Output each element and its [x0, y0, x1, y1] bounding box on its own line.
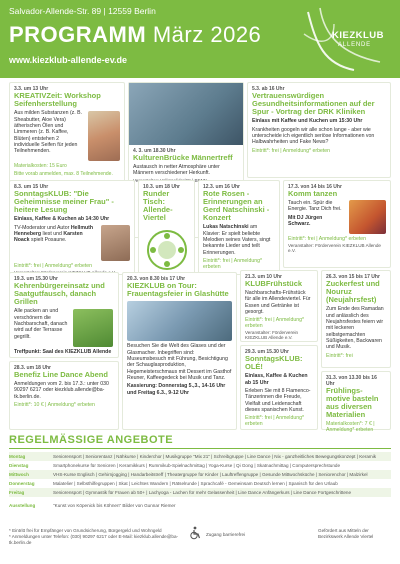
performer-name: Karsten Noack: [14, 230, 83, 244]
funding-note: [318, 528, 394, 540]
regular-offers-title: REGELMÄSSIGE ANGEBOTE: [9, 434, 174, 446]
event-date: 3.3. um 13 Uhr: [14, 86, 49, 92]
regular-row-friday: [9, 488, 391, 497]
offers-list: Seniorensport | Seniorentanz | Nähkurse | Kinderchor | Musikgruppe "Mix 21" | Schreibgruppe | Line Dance | Nix - ganzheitliches Bewegungskonzept | Keramik: [53, 454, 377, 459]
weekday-label: Dienstag: [9, 463, 29, 468]
header-banner: [0, 0, 400, 78]
event-description: Aus milden Substanzen (z. B. Sheabutter, Aloe Vera) ätherischen Ölen und Limmeren (z. B. Kaffee, Blüten) entstehen 2 individuelle Seifen für jeden Teilnehmenden.: [14, 110, 83, 155]
footnote-free-entry: * Eintritt frei für Empfänger von Grundsicherung, Bürgergeld und Wohngeld: [9, 528, 162, 533]
men-meeting-photo: [129, 83, 243, 145]
event-date: 26.3. von 15 bis 17 Uhr: [326, 274, 380, 280]
funding-line: Bezirkswerk Allende Viertel: [318, 534, 374, 540]
event-title: Runder Tisch: Allende-Viertel: [143, 189, 173, 223]
desc-part: TV-Moderator und Autor: [14, 224, 71, 231]
event-title: Benefiz Line Dance Abend: [14, 370, 108, 379]
event-title: Zuckerfest und Nouruz (Neujahrsfest): [326, 279, 380, 305]
author-photo: [101, 225, 130, 261]
funding-line: Gefördert aus Mitteln der: [318, 528, 369, 533]
event-title: KREATIVZeit: Workshop Seifenherstellung: [14, 91, 101, 109]
event-description: Anmeldungen vom 2. bis 17.3.: unter 030 90297 6217 oder kiezklub.allende@ba-tk.berlin.de.: [14, 381, 109, 400]
event-card-breakfast[interactable]: [240, 270, 318, 342]
event-date: 19.3. um 15.30 Uhr: [14, 276, 58, 282]
weekday-label: Mittwoch: [9, 472, 29, 477]
event-date: 4. 3. um 18.30 Uhr: [133, 148, 176, 154]
weekday-label: Donnerstag: [9, 481, 35, 486]
event-organizer: Veranstalter: Förderverein KIEZKLUB Allende e.V.: [288, 243, 381, 254]
glass-photo: [127, 301, 232, 341]
regular-row-wednesday: [9, 470, 391, 479]
event-date: 28.3. um 18 Uhr: [14, 365, 51, 371]
event-date: 10.3. um 18 Uhr: [143, 184, 180, 190]
event-description: Erleben Sie mit 8 Flamenco-Tänzerinnen die Freude, Vielfalt und Leidenschaft dieses spanischen Kunst.: [245, 387, 311, 413]
event-entry: Eintritt*: frei | Anmeldung* erbeten: [203, 258, 263, 271]
event-description: Zum Ende des Ramadan und anlässlich des Neujahrsfestes feiern wir mit leckeren selbstgemachten Süßigkeiten, Backwaren und Musik.: [326, 306, 384, 351]
event-description: Austausch in netter Atmosphäre unter Männern verschiedener Herkunft.: [133, 164, 220, 177]
website-link[interactable]: www.kiezklub-allende-ev.de: [9, 55, 128, 65]
dj-name: Mit DJ Jürgen Schwarz.: [288, 214, 323, 228]
event-title: Komm tanzen: [288, 189, 338, 198]
event-title: Kehrenbürgereinsatz und Saatgutfausch, danach Grillen: [14, 281, 105, 307]
event-title: SonntagsKLUB: OLÉ!: [245, 354, 303, 372]
event-title: KIEZKLUB on Tour: Frauentagsfeier in Glashütte: [127, 281, 229, 299]
event-description: Besuchen Sie die Welt des Glases und der Glasmacher. Inbegriffen sind: Museumsbesuch mit Führung, Besichtigung der Schauglasproduktion, Hegemeisterschmaus mit Dessert im Gasthof Reuner, Kaffeegedeck bei Musik und Tanz.: [127, 343, 232, 381]
event-date: 20.3. von 8.30 bis 17 Uhr: [127, 276, 186, 282]
round-table-logo-icon: [145, 228, 189, 272]
event-entry: Eintritt*: frei | Anmeldung* erbeten: [252, 147, 331, 154]
booking-times: Kassierung: Donnerstag 5.,3., 14-16 Uhr und Freitag 6.3., 9-12 Uhr: [127, 383, 226, 396]
event-entry: Eintritt*: frei | Anmeldung* erbeten: [14, 262, 93, 269]
event-date: 12.3. um 16 Uhr: [203, 184, 240, 190]
event-card-flamenco[interactable]: [240, 345, 318, 430]
performer-name: Hellmuth Henneberg: [14, 224, 94, 237]
weekday-label: Montag: [9, 454, 26, 459]
desc-part: liest und: [41, 230, 64, 237]
event-card-concert[interactable]: [198, 180, 280, 275]
regular-row-monday: [9, 452, 391, 461]
desc-part: am Klavier: Er spielt beliebte Melodien seines Vaters, singt bekannte Lieder und teilt Erinnerungen.: [203, 224, 271, 256]
desc-part: spielt Posaune.: [29, 237, 67, 244]
footnote-registration: * Anmeldungen unter Telefon: (030) 90297 6217 oder E-Mail: kiezklub.allende@ba-tk.berlin.de: [9, 534, 179, 546]
event-entry: Eintritt*: frei | Anmeldung* erbeten: [288, 236, 367, 243]
event-organizer: Veranstalter: Förderverein KIEZKLUB Allende e.V.: [245, 330, 299, 341]
program-word: PROGRAMM: [9, 22, 147, 47]
event-entry: Eintritt*: frei | Anmeldung* erbeten: [245, 317, 305, 330]
event-description: Krankheiten googeln wir alle schon lange - aber wie unterscheide ich eigentlich seriöse Informationen von Halbwahrheiten und Fake News?: [252, 126, 375, 146]
event-card-sugar-festival[interactable]: [321, 270, 391, 368]
event-title: Vertrauenswürdigen Gesundheitsinformationen auf der Spur - Vortrag der DRK Kliniken: [252, 91, 375, 117]
accessibility-note: Zugang barrierefrei: [206, 532, 246, 537]
event-card-crafts[interactable]: [321, 371, 391, 434]
event-title: Rote Rosen - Erinnerungen an Gerd Natschinski - Konzert: [203, 189, 270, 223]
event-description: Tauch ein. Spür die Energie. Tanz Dich frei.: [288, 200, 342, 213]
regular-row-exhibition: [9, 501, 391, 510]
event-date: 31.3. von 13.30 bis 16 Uhr: [326, 375, 377, 387]
event-card-health-talk[interactable]: [247, 82, 391, 178]
event-entry: Eintritt*: frei: [326, 352, 353, 359]
event-description: Nachbarschafts-Frühstück für alle im Allendeviertel. Für Essen und Getränke ist gesorgt.: [245, 290, 311, 316]
dance-photo: [349, 200, 386, 234]
event-entry: Eintritt*: frei | Anmeldung* erbeten: [245, 415, 305, 428]
footer-notes: [9, 528, 179, 547]
soap-photo: [88, 111, 120, 161]
program-title: [9, 22, 261, 48]
event-card-trip[interactable]: [122, 272, 237, 430]
event-description: [14, 225, 98, 261]
offers-list: VHS-Kurse Englisch | Gehirnjogging | Handarbeitstreff | Theatergruppe für Kinder | Lauftreffengruppe | Gesunde Mittwochsküche | Seniorenchor | Malzirkel: [53, 472, 368, 477]
event-card-reading[interactable]: [9, 180, 135, 275]
event-date: 29.3. um 15.30 Uhr: [245, 349, 289, 355]
logo-name: KIEZKLUB: [332, 30, 385, 41]
event-entry: Eintritt*: 10 € | Anmeldung* erbeten: [14, 402, 95, 409]
program-month: März 2026: [152, 22, 262, 47]
event-title: KLUBFrühstück: [245, 279, 303, 288]
event-description: [203, 224, 275, 256]
event-card-dance[interactable]: [283, 180, 391, 268]
regular-row-tuesday: [9, 461, 391, 470]
offers-list: "Kunst von Köpenick bis Köhnen" Bilder von Gunnar Riemer: [53, 503, 176, 508]
registration-note: Bitte vorab anmelden, max. 8 Teilnehmende.: [14, 171, 113, 178]
event-title: Frühlings-motive basteln aus diversen Materialien: [326, 386, 379, 420]
event-description: Alle packen an und verschönern die Nachbarschaft, danach wird auf der Terrasse gegrillt.: [14, 308, 68, 340]
event-subtitle: Einlass, Kaffee & Kuchen ab 15 Uhr: [245, 373, 308, 386]
material-cost: Materialkosten: 15 Euro: [14, 163, 67, 170]
offers-list: Malatelier | Selbsthilfegruppen | Skat | Leichtes Wandern | Rätselrunde | Sprachcafé - Gemeinsam Deutsch lernen | Spanisch für den Urlaub: [53, 481, 338, 486]
weekday-label: Ausstellung: [9, 503, 36, 508]
event-subtitle: Einlass mit Kaffee und Kuchen um 15:30 Uhr: [252, 118, 363, 125]
garden-photo: [73, 309, 113, 347]
event-subtitle: Einlass, Kaffee & Kuchen ab 14:30 Uhr: [14, 216, 110, 223]
offers-list: Seniorensport | Gymnastik für Frauen ab 50+ | Lachyoga - Lachen für mehr Gelassenheit | Line Dance Anfängerkurs | Line Dance Fortgeschrittene: [53, 490, 352, 495]
wheelchair-icon: [188, 526, 202, 540]
meeting-point: Treffpunkt: Saal des KIEZKLUB Allende: [14, 349, 112, 356]
event-title: SonntagsKLUB: "Die Geheimnisse meiner Frau" - heitere Lesung: [14, 189, 114, 215]
address: Salvador-Allende-Str. 89 | 12559 Berlin: [9, 6, 156, 16]
section-divider: [9, 448, 391, 449]
event-entry: Materialkosten*: 7 € | Anmeldung* erbeten: [326, 421, 375, 434]
event-date: 5.3. ab 16 Uhr: [252, 86, 285, 92]
event-card-cleanup[interactable]: [9, 272, 119, 358]
event-date: 21.3. um 10 Uhr: [245, 274, 282, 280]
offers-list: Smartphonekurse für Senioren | Keramikkurs | Rummikub-Spielnachmittag | Yoga-Kurse | Qi Gong | Skatnachmittag | Computersprechstunde: [53, 463, 341, 468]
event-card-round-table[interactable]: [138, 180, 195, 275]
weekday-label: Freitag: [9, 490, 25, 495]
regular-row-thursday: [9, 479, 391, 488]
performer-name: Lukas Natschinski: [203, 224, 249, 231]
event-date: 8.3. um 15 Uhr: [14, 184, 49, 190]
event-title: KulturenBrücke Männertreff: [133, 153, 233, 162]
event-card-line-dance[interactable]: [9, 361, 119, 430]
event-date: 17.3. von 14 bis 16 Uhr: [288, 184, 342, 190]
logo-subtitle: ALLENDE: [338, 42, 371, 48]
